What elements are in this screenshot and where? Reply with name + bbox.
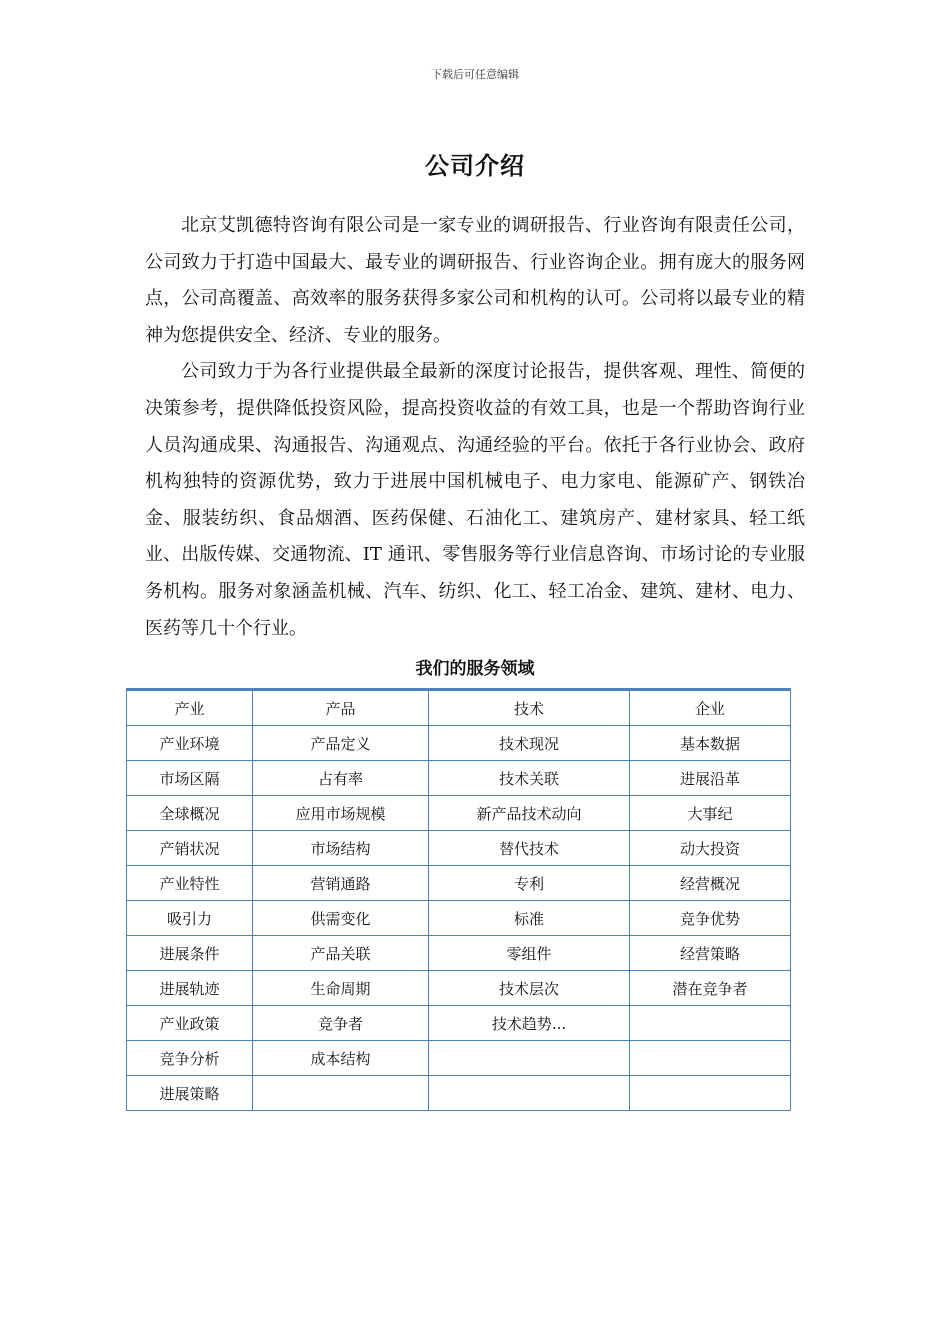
table-cell: 技术趋势... xyxy=(429,1006,630,1041)
table-row xyxy=(127,936,791,971)
table-cell: 进展轨迹 xyxy=(127,971,253,1006)
body-text xyxy=(145,208,805,647)
table-cell: 生命周期 xyxy=(253,971,429,1006)
table-cell: 竞争者 xyxy=(253,1006,429,1041)
table-cell xyxy=(630,1006,791,1041)
table-cell: 进展沿革 xyxy=(630,761,791,796)
table-header-row xyxy=(127,690,791,726)
table-cell: 经营策略 xyxy=(630,936,791,971)
table-cell: 产业特性 xyxy=(127,866,253,901)
table-row xyxy=(127,831,791,866)
table-cell: 产品关联 xyxy=(253,936,429,971)
table-cell: 竞争优势 xyxy=(630,901,791,936)
table-cell: 供需变化 xyxy=(253,901,429,936)
table-row xyxy=(127,1041,791,1076)
table-cell: 占有率 xyxy=(253,761,429,796)
paragraph-1: 北京艾凯德特咨询有限公司是一家专业的调研报告、行业咨询有限责任公司，公司致力于打造中国最大、最专业的调研报告、行业咨询企业。拥有庞大的服务网点，公司高覆盖、高效率的服务获得多家公司和机构的认可。公司将以最专业的精神为您提供安全、经济、专业的服务。 xyxy=(145,215,805,346)
table-cell: 吸引力 xyxy=(127,901,253,936)
table-cell: 大事纪 xyxy=(630,796,791,831)
table-cell: 专利 xyxy=(429,866,630,901)
table-cell xyxy=(429,1076,630,1111)
table-cell: 全球概况 xyxy=(127,796,253,831)
table-cell: 技术层次 xyxy=(429,971,630,1006)
page-header: 下载后可任意编辑 xyxy=(431,68,519,81)
table-row xyxy=(127,761,791,796)
service-table xyxy=(126,688,791,1111)
table-cell: 经营概况 xyxy=(630,866,791,901)
table-cell: 产业环境 xyxy=(127,726,253,761)
table-cell: 潜在竞争者 xyxy=(630,971,791,1006)
table-cell: 标准 xyxy=(429,901,630,936)
table-cell: 替代技术 xyxy=(429,831,630,866)
table-cell: 营销通路 xyxy=(253,866,429,901)
paragraph-2: 公司致力于为各行业提供最全最新的深度讨论报告，提供客观、理性、简便的决策参考，提供降低投资风险，提高投资收益的有效工具，也是一个帮助咨询行业人员沟通成果、沟通报告、沟通观点、沟通经验的平台。依托于各行业协会、政府机构独特的资源优势，致力于进展中国机械电子、电力家电、能源矿产、钢铁冶金、服装纺织、食品烟酒、医药保健、石油化工、建筑房产、建材家具、轻工纸业、出版传媒、交通物流、IT 通讯、零售服务等行业信息咨询、市场讨论的专业服务机构。服务对象涵盖机械、汽车、纺织、化工、轻工冶金、建筑、建材、电力、医药等几十个行业。 xyxy=(145,361,805,639)
table-cell: 市场结构 xyxy=(253,831,429,866)
table-cell: 零组件 xyxy=(429,936,630,971)
header-cell-technology: 技术 xyxy=(429,690,630,726)
table-cell: 技术关联 xyxy=(429,761,630,796)
table-row xyxy=(127,1006,791,1041)
table-row xyxy=(127,726,791,761)
table-cell: 进展策略 xyxy=(127,1076,253,1111)
table-cell: 技术现况 xyxy=(429,726,630,761)
table-title: 我们的服务领域 xyxy=(415,659,535,679)
table-row xyxy=(127,796,791,831)
table-row xyxy=(127,971,791,1006)
table-cell: 市场区隔 xyxy=(127,761,253,796)
table-cell: 动大投资 xyxy=(630,831,791,866)
header-cell-industry: 产业 xyxy=(127,690,253,726)
table-cell: 产品定义 xyxy=(253,726,429,761)
table-row xyxy=(127,866,791,901)
table-cell xyxy=(630,1076,791,1111)
table-cell: 应用市场规模 xyxy=(253,796,429,831)
table-cell xyxy=(630,1041,791,1076)
table-cell: 成本结构 xyxy=(253,1041,429,1076)
table-row xyxy=(127,1076,791,1111)
table-cell: 产业政策 xyxy=(127,1006,253,1041)
table-cell: 进展条件 xyxy=(127,936,253,971)
table-body xyxy=(127,726,791,1111)
header-cell-enterprise: 企业 xyxy=(630,690,791,726)
table-cell xyxy=(429,1041,630,1076)
table-row xyxy=(127,901,791,936)
table-cell: 产销状况 xyxy=(127,831,253,866)
page-title: 公司介绍 xyxy=(425,151,525,180)
header-cell-product: 产品 xyxy=(253,690,429,726)
table-cell: 新产品技术动向 xyxy=(429,796,630,831)
table-cell: 基本数据 xyxy=(630,726,791,761)
table-cell: 竞争分析 xyxy=(127,1041,253,1076)
table-cell xyxy=(253,1076,429,1111)
